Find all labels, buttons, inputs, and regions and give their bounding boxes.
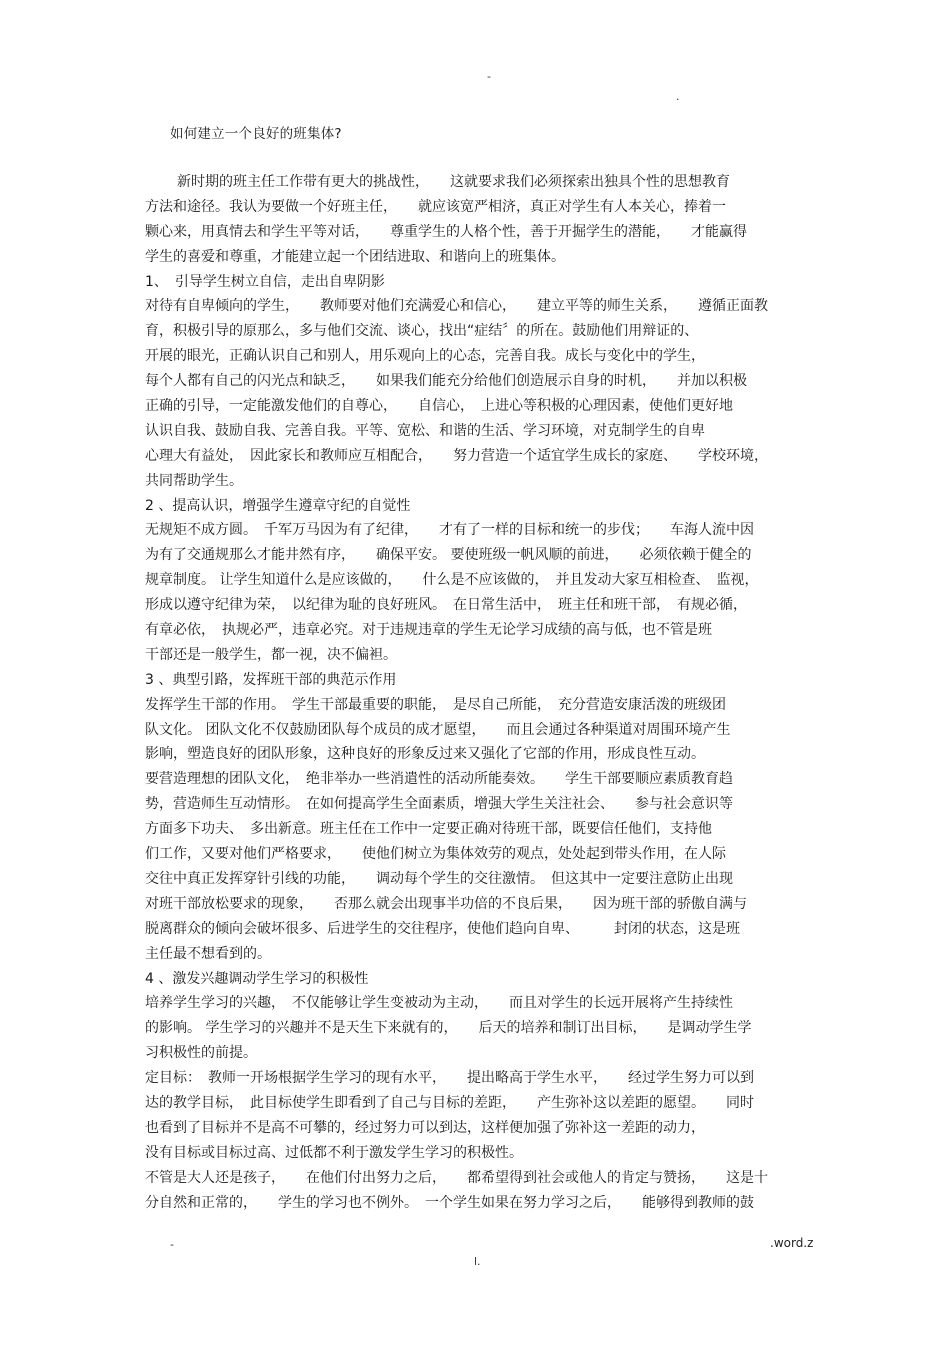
body-line: 发挥学生干部的作用。 学生干部最重要的职能， 是尽自己所能， 充分营造安康活泼的班级团: [145, 696, 726, 713]
body-line: 习积极性的前提。: [145, 1045, 257, 1062]
body-line: 学生的喜爱和尊重，才能建立起一个团结进取、和谐向上的班集体。: [145, 248, 565, 265]
body-line: 没有目标或目标过高、过低都不利于激发学生学习的积极性。: [145, 1144, 523, 1161]
body-line: 们工作，又要对他们严格要求， 使他们树立为集体效劳的观点，处处起到带头作用，在人际: [145, 846, 726, 863]
body-line: 育，积极引导的原那么，多与他们交流、谈心，找出“症结〞的所在。鼓励他们用辩证的、: [145, 323, 699, 340]
footer-right-text: .word.z: [770, 1236, 814, 1250]
body-line: 队文化。 团队文化不仅鼓励团队每个成员的成才愿望， 而且会通过各种渠道对周围环境产生: [145, 721, 731, 738]
body-line: 不管是大人还是孩子， 在他们付出努力之后， 都希望得到社会或他人的肯定与赞扬， 这是十: [145, 1169, 768, 1186]
body-line: 正确的引导，一定能激发他们的自尊心， 自信心， 上进心等积极的心理因素，使他们更好地: [145, 398, 733, 415]
document-title: 如何建立一个良好的班集体?: [170, 126, 342, 142]
body-line: 无规矩不成方圆。 千军万马因为有了纪律， 才有了一样的目标和统一的步伐； 车海人流中因: [145, 522, 754, 539]
body-line: 3 、典型引路，发挥班干部的典范示作用: [145, 671, 397, 688]
body-line: 每个人都有自己的闪光点和缺乏， 如果我们能充分给他们创造展示自身的时机， 并加以积极: [145, 373, 747, 390]
body-line: 方面多下功夫、 多出新意。班主任在工作中一定要正确对待班干部，既要信任他们，支持他: [145, 821, 712, 838]
body-line: 认识自我、鼓励自我、完善自我。平等、宽松、和谐的生活、学习环境，对克制学生的自卑: [145, 422, 705, 439]
body-line: 新时期的班主任工作带有更大的挑战性， 这就要求我们必须探索出独具个性的思想教育: [177, 174, 730, 190]
body-line: 1、 引导学生树立自信，走出自卑阴影: [145, 273, 385, 290]
body-line: 开展的眼光，正确认识自己和别人，用乐观向上的心态，完善自我。成长与变化中的学生，: [145, 348, 705, 365]
header-mark: -: [487, 70, 491, 83]
body-line: 颗心来，用真情去和学生平等对话， 尊重学生的人格个性，善于开掘学生的潜能， 才能赢得: [145, 223, 747, 240]
header-dot: .: [676, 90, 680, 103]
body-line: 的影响。 学生学习的兴趣并不是天生下来就有的， 后天的培养和制订出目标， 是调动学生学: [145, 1020, 752, 1037]
body-line: 培养学生学习的兴趣， 不仅能够让学生变被动为主动， 而且对学生的长远开展将产生持续性: [145, 995, 733, 1012]
body-line: 影响，塑造良好的团队形象，这种良好的形象反过来又强化了它部的作用，形成良性互动。: [145, 746, 705, 763]
body-line: 方法和途径。我认为要做一个好班主任， 就应该宽严相济，真正对学生有人本关心，捧着一: [145, 198, 726, 215]
body-line: 也看到了目标并不是高不可攀的，经过努力可以到达，这样便加强了弥补这一差距的动力，: [145, 1119, 705, 1136]
body-line: 达的教学目标， 此目标使学生即看到了自己与目标的差距， 产生弥补这以差距的愿望。 同时: [145, 1094, 754, 1111]
body-line: 脱离群众的倾向会破坏很多、后进学生的交往程序，使他们趋向自卑、 封闭的状态，这是班: [145, 920, 740, 937]
body-line: 分自然和正常的， 学生的学习也不例外。 一个学生如果在努力学习之后， 能够得到教师的鼓: [145, 1194, 754, 1211]
body-line: 有章必依， 执规必严，违章必究。对于违规违章的学生无论学习成绩的高与低，也不管是班: [145, 622, 712, 639]
body-line: 2 、提高认识，增强学生遵章守纪的自觉性: [145, 497, 411, 514]
body-line: 干部还是一般学生，都一视，决不偏袒。: [145, 646, 397, 663]
body-line: 主任最不想看到的。: [145, 945, 271, 962]
body-line: 势，营造师生互动情形。 在如何提高学生全面素质，增强大学生关注社会、 参与社会意识等: [145, 796, 733, 813]
body-line: 交往中真正发挥穿针引线的功能， 调动每个学生的交往激情。 但这其中一定要注意防止出现: [145, 870, 733, 887]
body-line: 对待有自卑倾向的学生， 教师要对他们充满爱心和信心， 建立平等的师生关系， 遵循正面教: [145, 298, 768, 315]
body-line: 要营造理想的团队文化， 绝非举办一些消遣性的活动所能奏效。 学生干部要顺应素质教育趋: [145, 771, 733, 788]
footer-left-mark: -: [170, 1238, 174, 1251]
body-line: 形成以遵守纪律为荣， 以纪律为耻的良好班风。 在日常生活中， 班主任和班干部， 有规必循，: [145, 597, 747, 614]
page-number: l.: [474, 1255, 481, 1268]
body-line: 心理大有益处， 因此家长和教师应互相配合， 努力营造一个适宜学生成长的家庭、 学校环境，: [145, 447, 768, 464]
body-line: 为有了交通规那么才能井然有序， 确保平安。 要使班级一帆风顺的前进， 必须依赖于健全的: [145, 547, 752, 564]
body-line: 4 、激发兴趣调动学生学习的积极性: [145, 970, 369, 987]
body-line: 规章制度。 让学生知道什么是应该做的， 什么是不应该做的， 并且发动大家互相检查、 监视，: [145, 572, 759, 589]
body-line: 共同帮助学生。: [145, 472, 243, 489]
body-line: 定目标： 教师一开场根据学生学习的现有水平， 提出略高于学生水平， 经过学生努力可以到: [145, 1070, 754, 1087]
body-line: 对班干部放松要求的现象， 否那么就会出现事半功倍的不良后果， 因为班干部的骄傲自满与: [145, 895, 747, 912]
document-body: [145, 170, 815, 1215]
